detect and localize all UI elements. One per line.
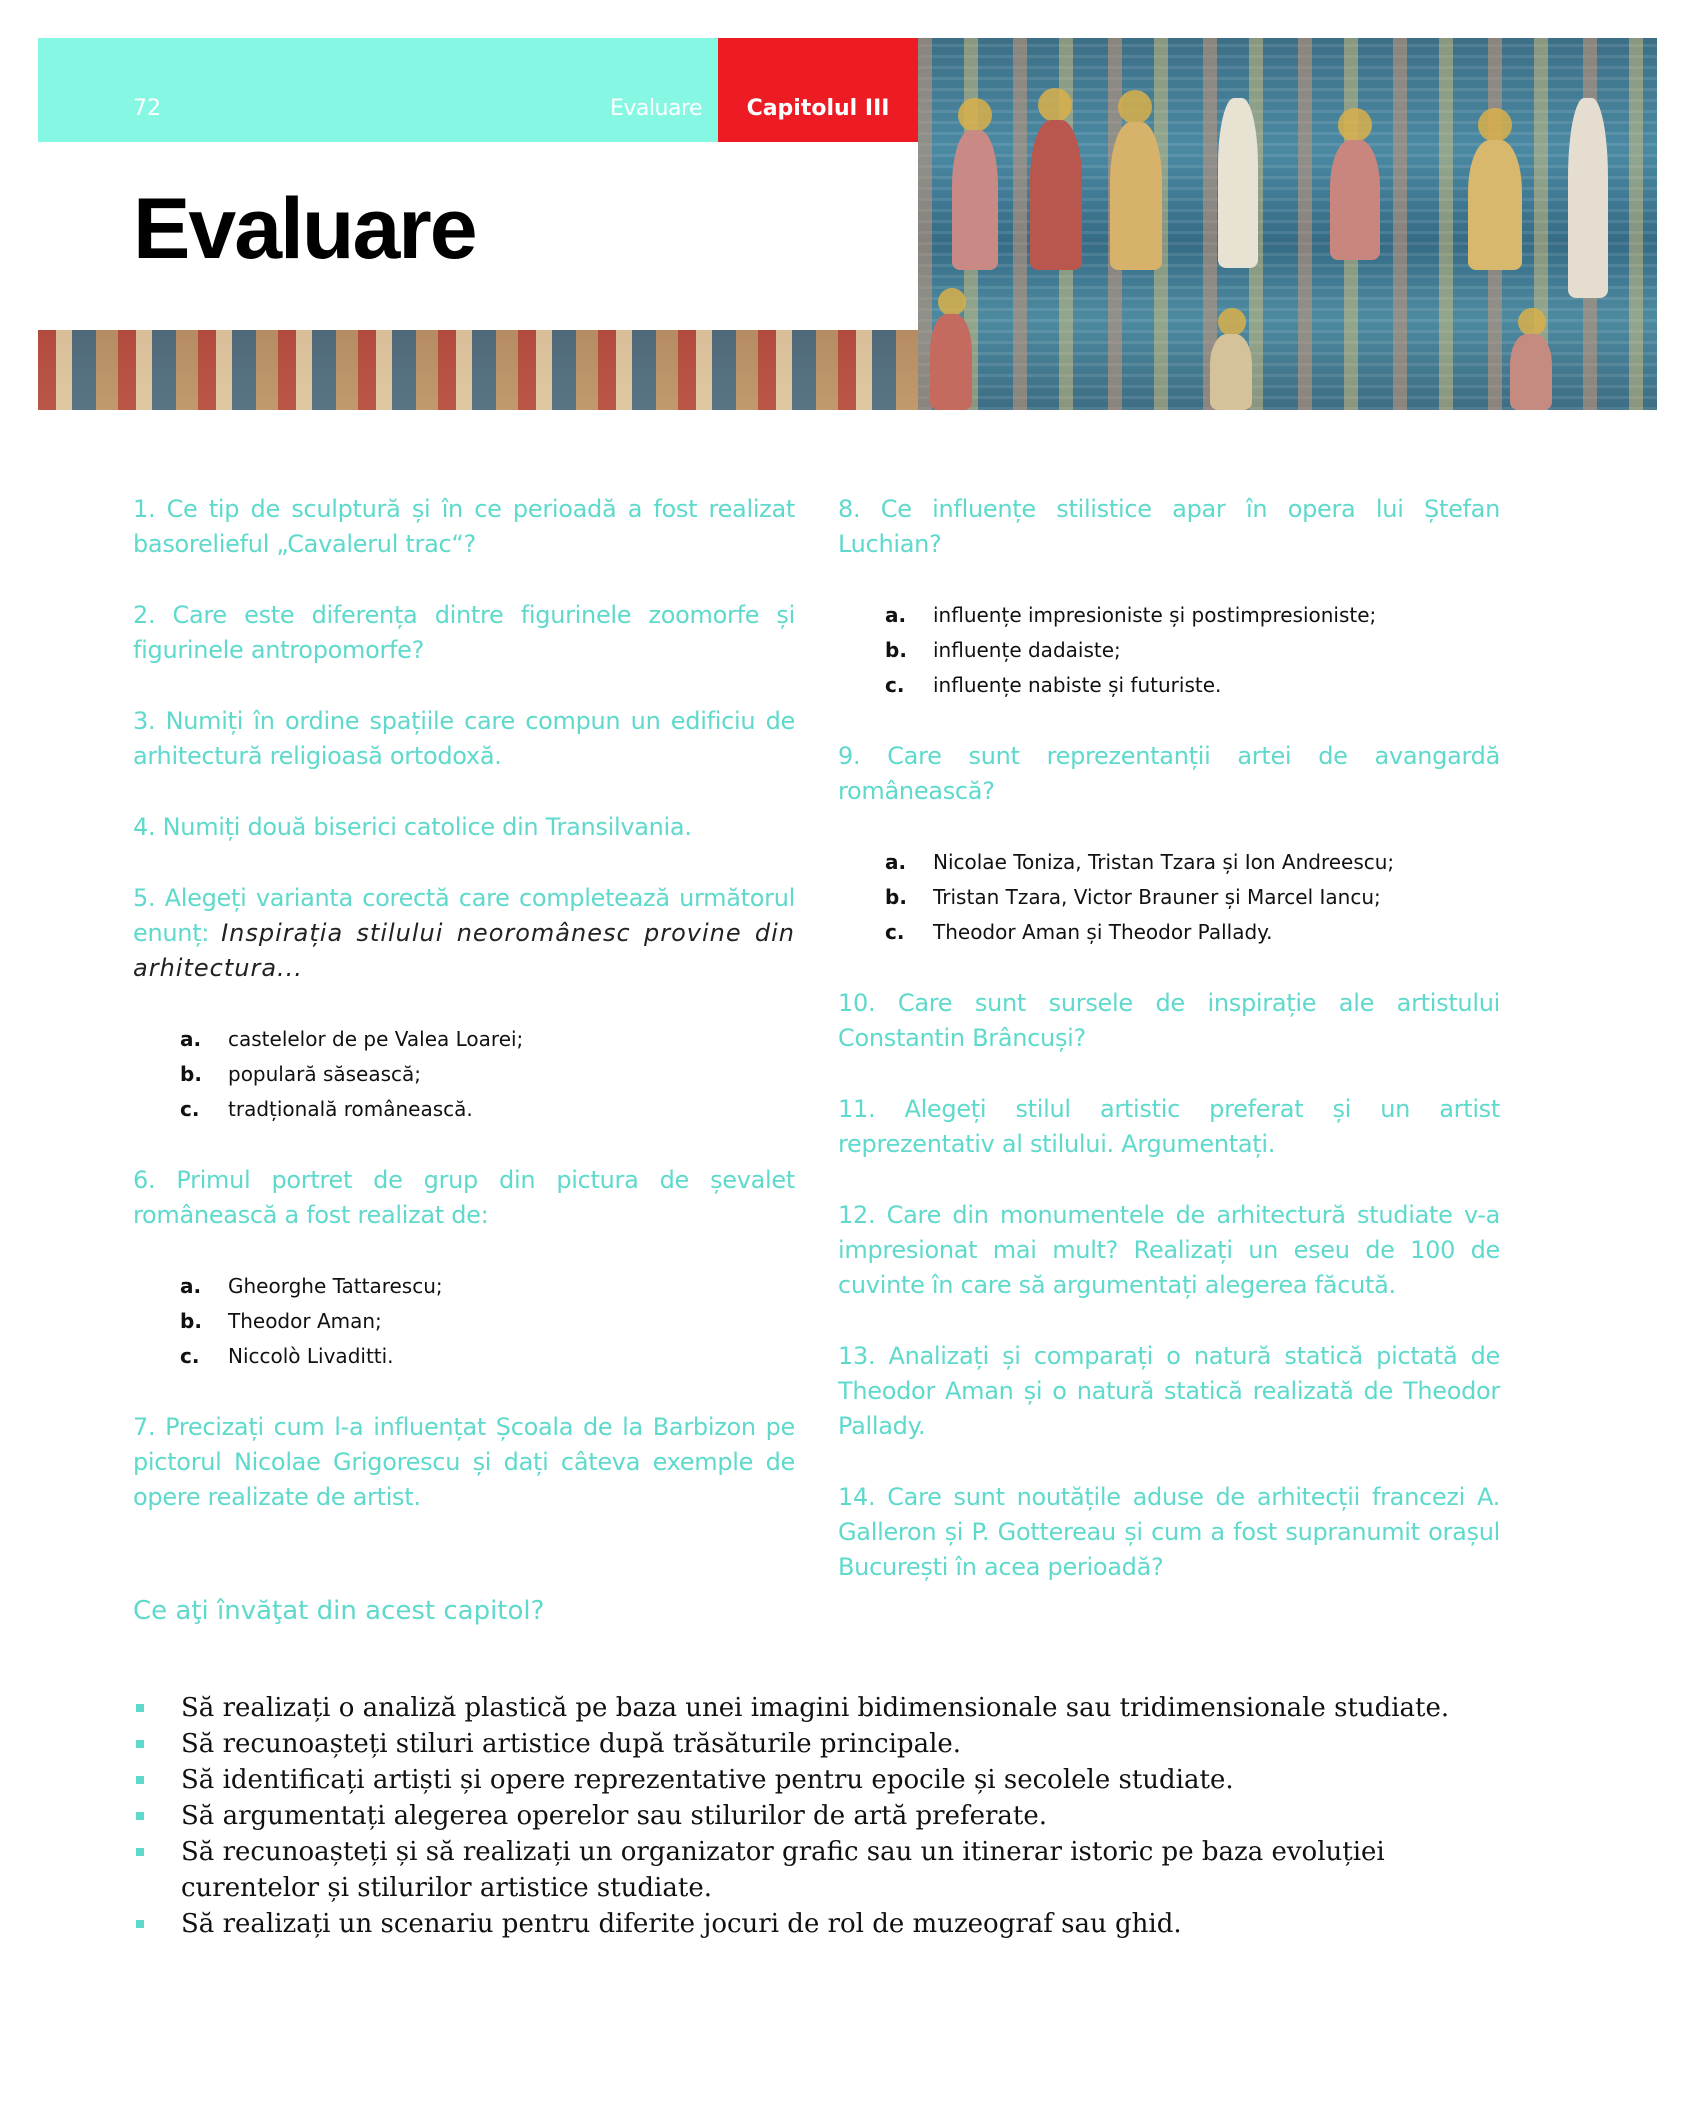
option-text: Theodor Aman; [228,1309,382,1333]
option-letter: a. [180,1027,202,1051]
question-4: 4. Numiți două biserici catolice din Transilvania. [133,813,692,841]
bullet-square-icon [136,1704,144,1712]
question-11: 11. Alegeți stilul artistic preferat și un artist reprezentativ al stilului. Argumentați. [838,1095,1500,1158]
figure-shape [1330,140,1380,260]
bullet-square-icon [136,1848,144,1856]
summary-heading: Ce aţi învăţat din acest capitol? [133,1596,545,1626]
scroll-shape [1218,98,1258,268]
halo-shape [1478,108,1512,142]
figure-shape [930,314,972,410]
summary-item-text: Să realizați o analiză plastică pe baza unei imagini bidimensionale sau tridimensionale studiate. [181,1693,1450,1723]
bullet-square-icon [136,1920,144,1928]
option-item [838,845,1500,880]
scroll-shape [1568,98,1608,298]
figure-shape [1030,120,1082,270]
summary-item [133,1762,1503,1798]
page-title: Evaluare [133,181,476,277]
halo-shape [1338,108,1372,142]
option-text: influențe dadaiste; [933,638,1121,662]
halo-shape [1518,308,1546,336]
question-12: 12. Care din monumentele de arhitectură studiate v-a impresionat mai mult? Realizați un eseu de 100 de cuvinte în care să argumentați alegerea făcută. [838,1201,1500,1299]
question-5-text: 5. Alegeți varianta corectă care completează următorul enunț: [133,884,795,947]
option-letter: a. [885,850,907,874]
option-letter: b. [885,638,907,662]
halo-shape [1118,90,1152,124]
question-14: 14. Care sunt noutățile aduse de arhitecții francezi A. Galleron și P. Gottereau și cum a fost supranumit orașul București în acea perioadă? [838,1483,1500,1581]
figure-shape [1468,140,1522,270]
running-title: Evaluare [610,96,703,121]
option-item [133,1022,795,1057]
question-5 [133,881,795,986]
summary-item-text: Să realizați un scenariu pentru diferite jocuri de rol de muzeograf sau ghid. [181,1909,1182,1939]
option-item [133,1304,795,1339]
summary-list [133,1690,1503,1942]
bullet-square-icon [136,1812,144,1820]
option-item [133,1269,795,1304]
fresco-strip-image [38,330,918,410]
question-7: 7. Precizați cum l-a influențat Școala de la Barbizon pe pictorul Nicolae Grigorescu și dați câteva exemple de opere realizate de artist. [133,1413,795,1511]
figure-shape [1110,122,1162,270]
option-letter: b. [180,1309,202,1333]
option-text: tradțională românească. [228,1097,473,1121]
halo-shape [958,98,992,132]
option-letter: a. [885,603,907,627]
option-letter: c. [180,1097,200,1121]
option-text: castelelor de pe Valea Loarei; [228,1027,524,1051]
question-1: 1. Ce tip de sculptură și în ce perioadă a fost realizat basorelieful „Cavalerul trac“? [133,495,795,558]
chapter-label: Capitolul III [746,96,890,121]
questions-left-column [133,492,795,1551]
option-text: Nicolae Toniza, Tristan Tzara și Ion Andreescu; [933,850,1395,874]
option-text: influențe nabiste și futuriste. [933,673,1222,697]
question-8-options [838,598,1500,703]
page-number: 72 [133,96,161,121]
option-letter: a. [180,1274,202,1298]
option-text: populară săsească; [228,1062,422,1086]
option-letter: c. [885,673,905,697]
bullet-square-icon [136,1776,144,1784]
summary-item [133,1726,1503,1762]
header-band [38,38,718,142]
option-letter: c. [885,920,905,944]
question-13: 13. Analizați și comparați o natură statică pictată de Theodor Aman și o natură statică realizată de Theodor Pallady. [838,1342,1500,1440]
summary-item [133,1906,1503,1942]
figure-shape [1210,334,1252,410]
summary-item-text: Să recunoașteți și să realizați un organizator grafic sau un itinerar istoric pe baza evoluției curentelor și stilurilor artistice studiate. [181,1837,1385,1903]
chapter-tab [718,38,918,142]
summary-item [133,1798,1503,1834]
question-9-options [838,845,1500,950]
option-item [133,1092,795,1127]
option-item [838,598,1500,633]
option-letter: c. [180,1344,200,1368]
figure-shape [1510,334,1552,410]
figure-shape [952,130,998,270]
question-3: 3. Numiți în ordine spațiile care compun un edificiu de arhitectură religioasă ortodoxă. [133,707,795,770]
option-item [133,1339,795,1374]
question-9: 9. Care sunt reprezentanții artei de avangardă românească? [838,742,1500,805]
option-text: Tristan Tzara, Victor Brauner și Marcel Iancu; [933,885,1381,909]
option-letter: b. [180,1062,202,1086]
option-item [133,1057,795,1092]
questions-right-column [838,492,1500,1621]
option-text: influențe impresioniste și postimpresioniste; [933,603,1377,627]
question-6: 6. Primul portret de grup din pictura de șevalet românească a fost realizat de: [133,1166,795,1229]
summary-item-text: Să identificați artiști și opere reprezentative pentru epocile și secolele studiate. [181,1765,1234,1795]
halo-shape [938,288,966,316]
option-item [838,915,1500,950]
summary-item-text: Să argumentați alegerea operelor sau stilurilor de artă preferate. [181,1801,1047,1831]
bullet-square-icon [136,1740,144,1748]
question-8: 8. Ce influențe stilistice apar în opera lui Ștefan Luchian? [838,495,1500,558]
option-text: Gheorghe Tattarescu; [228,1274,443,1298]
question-10: 10. Care sunt sursele de inspirație ale artistului Constantin Brâncuși? [838,989,1500,1052]
option-item [838,880,1500,915]
question-5-options [133,1022,795,1127]
fresco-image [918,38,1657,410]
option-item [838,633,1500,668]
halo-shape [1218,308,1246,336]
summary-item-text: Să recunoașteți stiluri artistice după trăsăturile principale. [181,1729,962,1759]
option-item [838,668,1500,703]
summary-item [133,1834,1503,1906]
summary-item [133,1690,1503,1726]
question-5-italic: Inspirația stilului neoromânesc provine din arhitectura... [133,919,795,982]
option-text: Niccolò Livaditti. [228,1344,394,1368]
question-2: 2. Care este diferența dintre figurinele zoomorfe și figurinele antropomorfe? [133,601,795,664]
option-letter: b. [885,885,907,909]
option-text: Theodor Aman și Theodor Pallady. [933,920,1273,944]
question-6-options [133,1269,795,1374]
halo-shape [1038,88,1072,122]
